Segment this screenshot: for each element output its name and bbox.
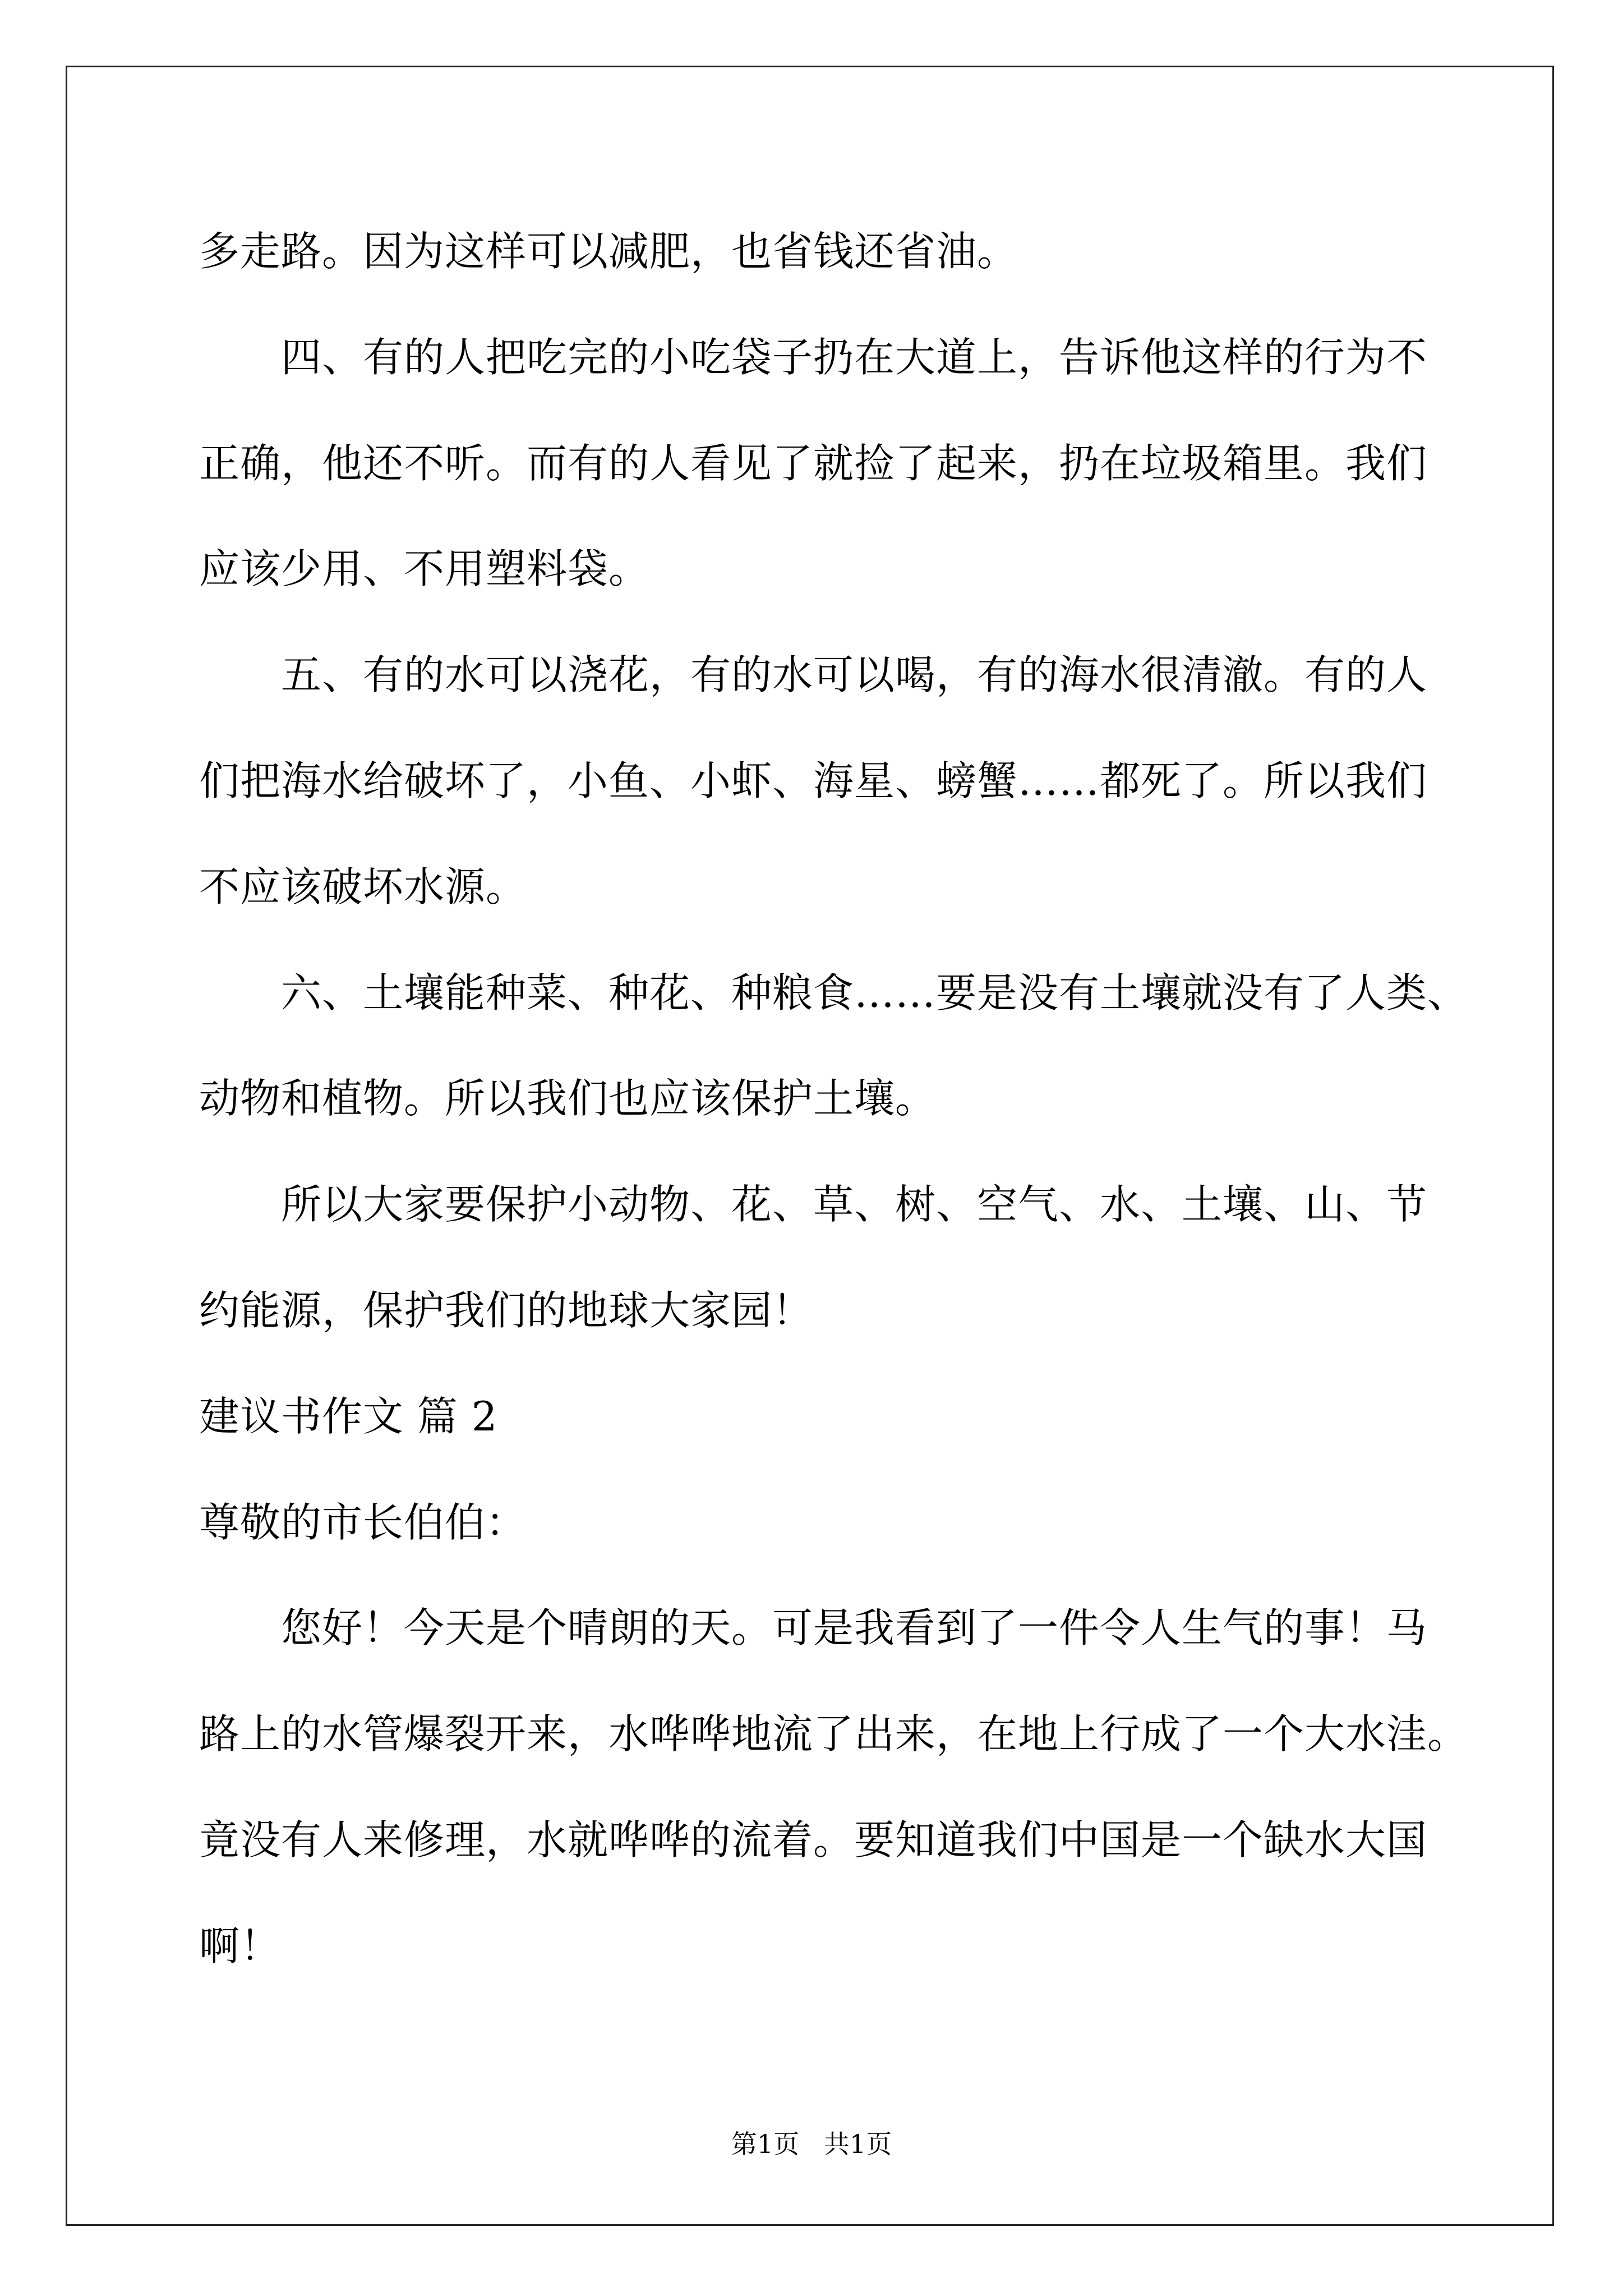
paragraph-line: 动物和植物。所以我们也应该保护土壤。 xyxy=(199,1075,937,1122)
paragraph-line: 四、有的人把吃完的小吃袋子扔在大道上，告诉他这样的行为不 xyxy=(281,333,1428,381)
paragraph-line: 不应该破坏水源。 xyxy=(199,863,527,910)
paragraph-line: 五、有的水可以浇花，有的水可以喝，有的海水很清澈。有的人 xyxy=(281,651,1428,699)
section-heading: 建议书作文 篇 2 xyxy=(199,1392,498,1440)
paragraph-line: 多走路。因为这样可以减肥，也省钱还省油。 xyxy=(199,228,1018,275)
paragraph-line: 您好！今天是个晴朗的天。可是我看到了一件令人生气的事！马 xyxy=(281,1604,1428,1652)
paragraph-line: 正确，他还不听。而有的人看见了就捡了起来，扔在垃圾箱里。我们 xyxy=(199,439,1428,487)
paragraph-line: 约能源，保护我们的地球大家园！ xyxy=(199,1286,814,1334)
paragraph-line: 竟没有人来修理，水就哗哗的流着。要知道我们中国是一个缺水大国 xyxy=(199,1816,1428,1864)
paragraph-line: 应该少用、不用塑料袋。 xyxy=(199,545,650,593)
salutation: 尊敬的市长伯伯： xyxy=(199,1498,527,1546)
paragraph-line: 们把海水给破坏了，小鱼、小虾、海星、螃蟹……都死了。所以我们 xyxy=(199,757,1428,804)
paragraph-line: 所以大家要保护小动物、花、草、树、空气、水、土壤、山、节 xyxy=(281,1181,1428,1228)
page-number-footer: 第1页 共1页 xyxy=(731,2129,892,2159)
paragraph-line: 啊！ xyxy=(199,1922,282,1970)
paragraph-line: 六、土壤能种菜、种花、种粮食……要是没有土壤就没有了人类、 xyxy=(281,969,1469,1016)
paragraph-line: 路上的水管爆裂开来，水哗哗地流了出来，在地上行成了一个大水洼。 xyxy=(199,1710,1469,1758)
document-body xyxy=(199,199,1489,1999)
